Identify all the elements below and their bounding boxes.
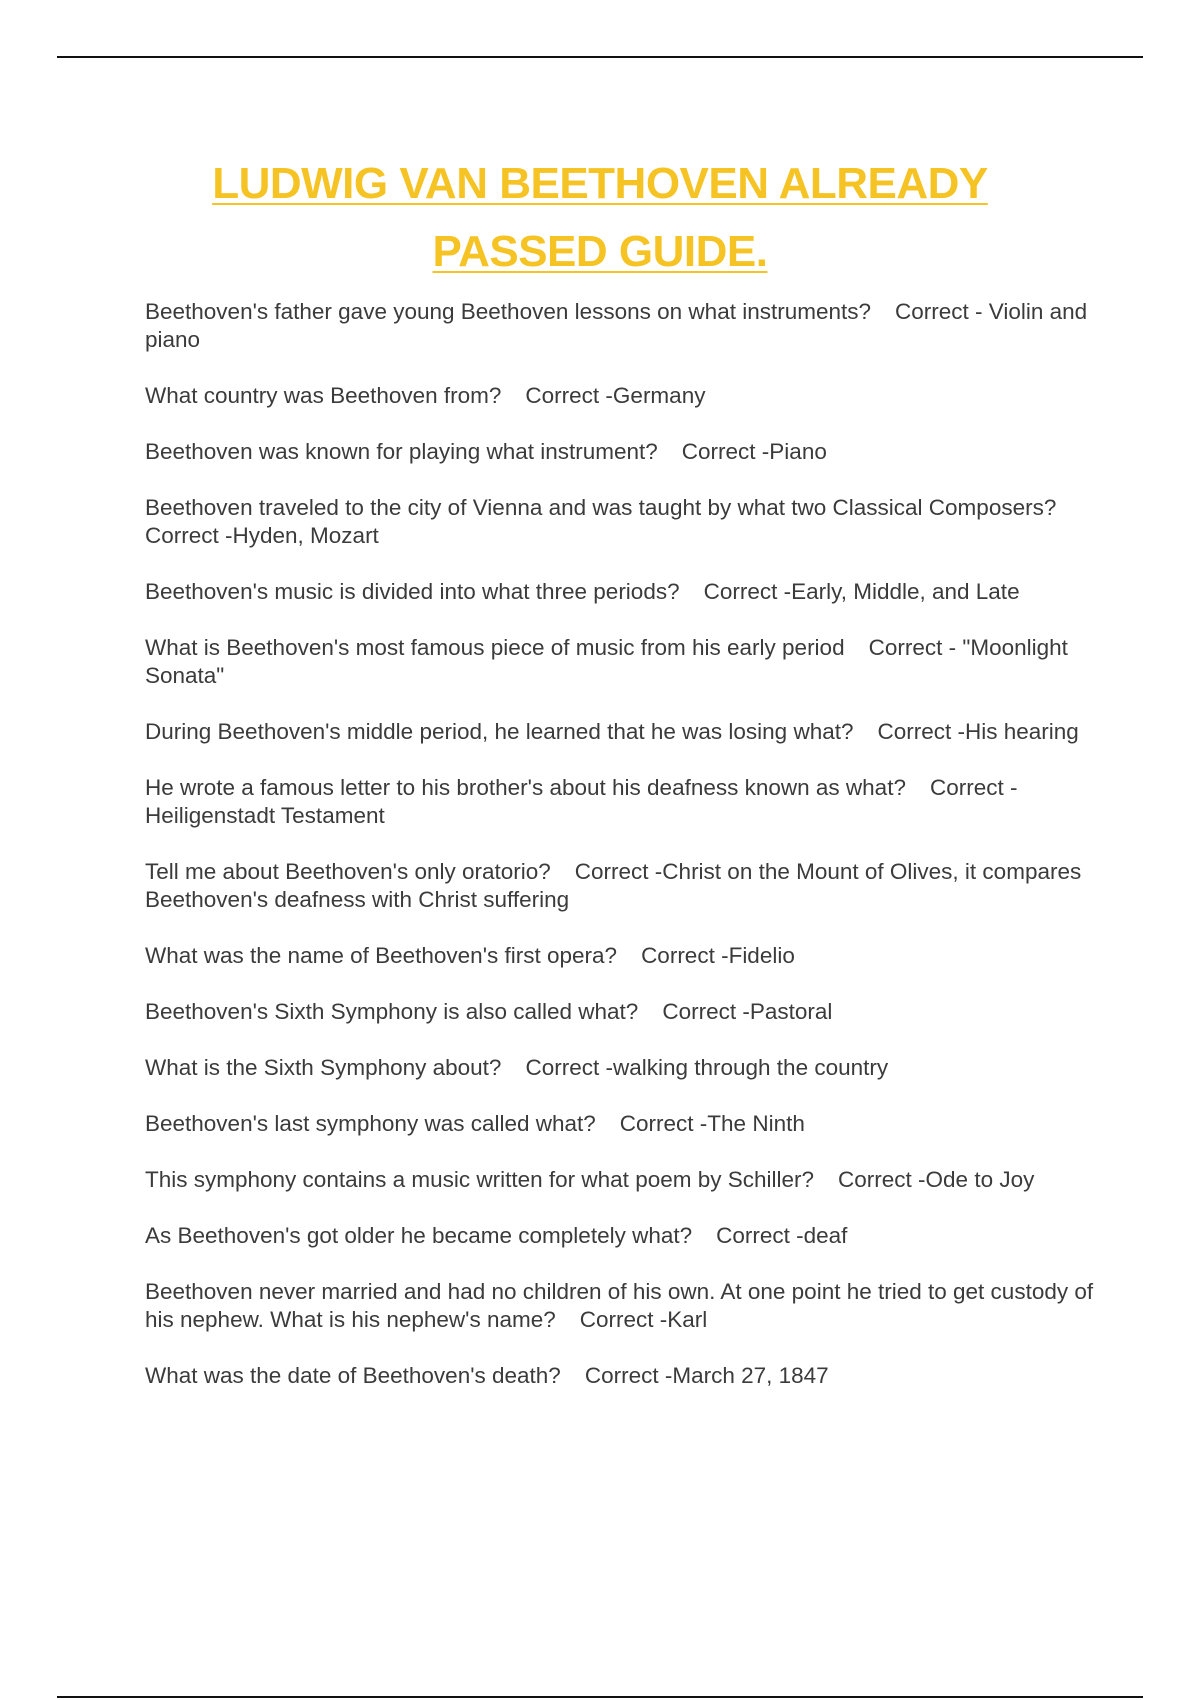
answer-text: Correct -deaf (716, 1223, 848, 1248)
answer-text: Correct -Ode to Joy (838, 1167, 1035, 1192)
answer-text: Correct -Germany (525, 383, 706, 408)
question-text: Beethoven's Sixth Symphony is also called what? (145, 999, 639, 1024)
qa-item (145, 1166, 1105, 1194)
qa-item (145, 298, 1105, 354)
qa-item (145, 718, 1105, 746)
question-text: What is Beethoven's most famous piece of music from his early period (145, 635, 845, 660)
question-text: Beethoven traveled to the city of Vienna and was taught by what two Classical Composers? (145, 495, 1057, 520)
answer-text: Correct - Heiligenstadt Testament (145, 775, 1018, 828)
question-text: Beethoven's music is divided into what three periods? (145, 579, 680, 604)
question-text: What is the Sixth Symphony about? (145, 1055, 502, 1080)
question-text: Beethoven was known for playing what instrument? (145, 439, 658, 464)
question-text: What was the date of Beethoven's death? (145, 1363, 561, 1388)
question-text: What was the name of Beethoven's first opera? (145, 943, 618, 968)
qa-item (145, 942, 1105, 970)
question-text: Beethoven's last symphony was called what? (145, 1111, 596, 1136)
answer-text: Correct - Violin and piano (145, 299, 1088, 352)
qa-item (145, 1362, 1105, 1390)
qa-item (145, 382, 1105, 410)
answer-text: Correct -Karl (579, 1307, 708, 1332)
answer-text: Correct -walking through the country (525, 1055, 889, 1080)
qa-list (145, 298, 1105, 1418)
answer-text: Correct - "Moonlight Sonata" (145, 635, 1068, 688)
qa-item (145, 858, 1105, 914)
qa-item (145, 998, 1105, 1026)
qa-item (145, 438, 1105, 466)
answer-text: Correct -Hyden, Mozart (145, 523, 379, 548)
qa-item (145, 1110, 1105, 1138)
qa-item (145, 774, 1105, 830)
top-rule (57, 56, 1143, 58)
answer-text: Correct -Piano (681, 439, 827, 464)
question-text: This symphony contains a music written for what poem by Schiller? (145, 1167, 815, 1192)
qa-item (145, 494, 1105, 550)
qa-item (145, 1222, 1105, 1250)
qa-item (145, 578, 1105, 606)
answer-text: Correct -March 27, 1847 (584, 1363, 829, 1388)
qa-item (145, 1278, 1105, 1334)
answer-text: Correct -The Ninth (619, 1111, 805, 1136)
question-text: Beethoven never married and had no children of his own. At one point he tried to get custody of his nephew. What is his nephew's name? (145, 1279, 1094, 1332)
title-line-1: LUDWIG VAN BEETHOVEN ALREADY (212, 159, 988, 208)
question-text: Tell me about Beethoven's only oratorio? (145, 859, 551, 884)
answer-text: Correct -Fidelio (641, 943, 795, 968)
answer-text: Correct -Christ on the Mount of Olives, it compares Beethoven's deafness with Christ suffering (145, 859, 1082, 912)
question-text: During Beethoven's middle period, he learned that he was losing what? (145, 719, 854, 744)
qa-item (145, 634, 1105, 690)
title-line-2: PASSED GUIDE. (432, 227, 768, 276)
answer-text: Correct -Early, Middle, and Late (703, 579, 1020, 604)
question-text: As Beethoven's got older he became completely what? (145, 1223, 693, 1248)
document-title (0, 150, 1200, 286)
answer-text: Correct -His hearing (877, 719, 1079, 744)
bottom-rule (57, 1696, 1143, 1698)
question-text: What country was Beethoven from? (145, 383, 502, 408)
question-text: He wrote a famous letter to his brother's about his deafness known as what? (145, 775, 906, 800)
qa-item (145, 1054, 1105, 1082)
answer-text: Correct -Pastoral (662, 999, 833, 1024)
question-text: Beethoven's father gave young Beethoven lessons on what instruments? (145, 299, 872, 324)
